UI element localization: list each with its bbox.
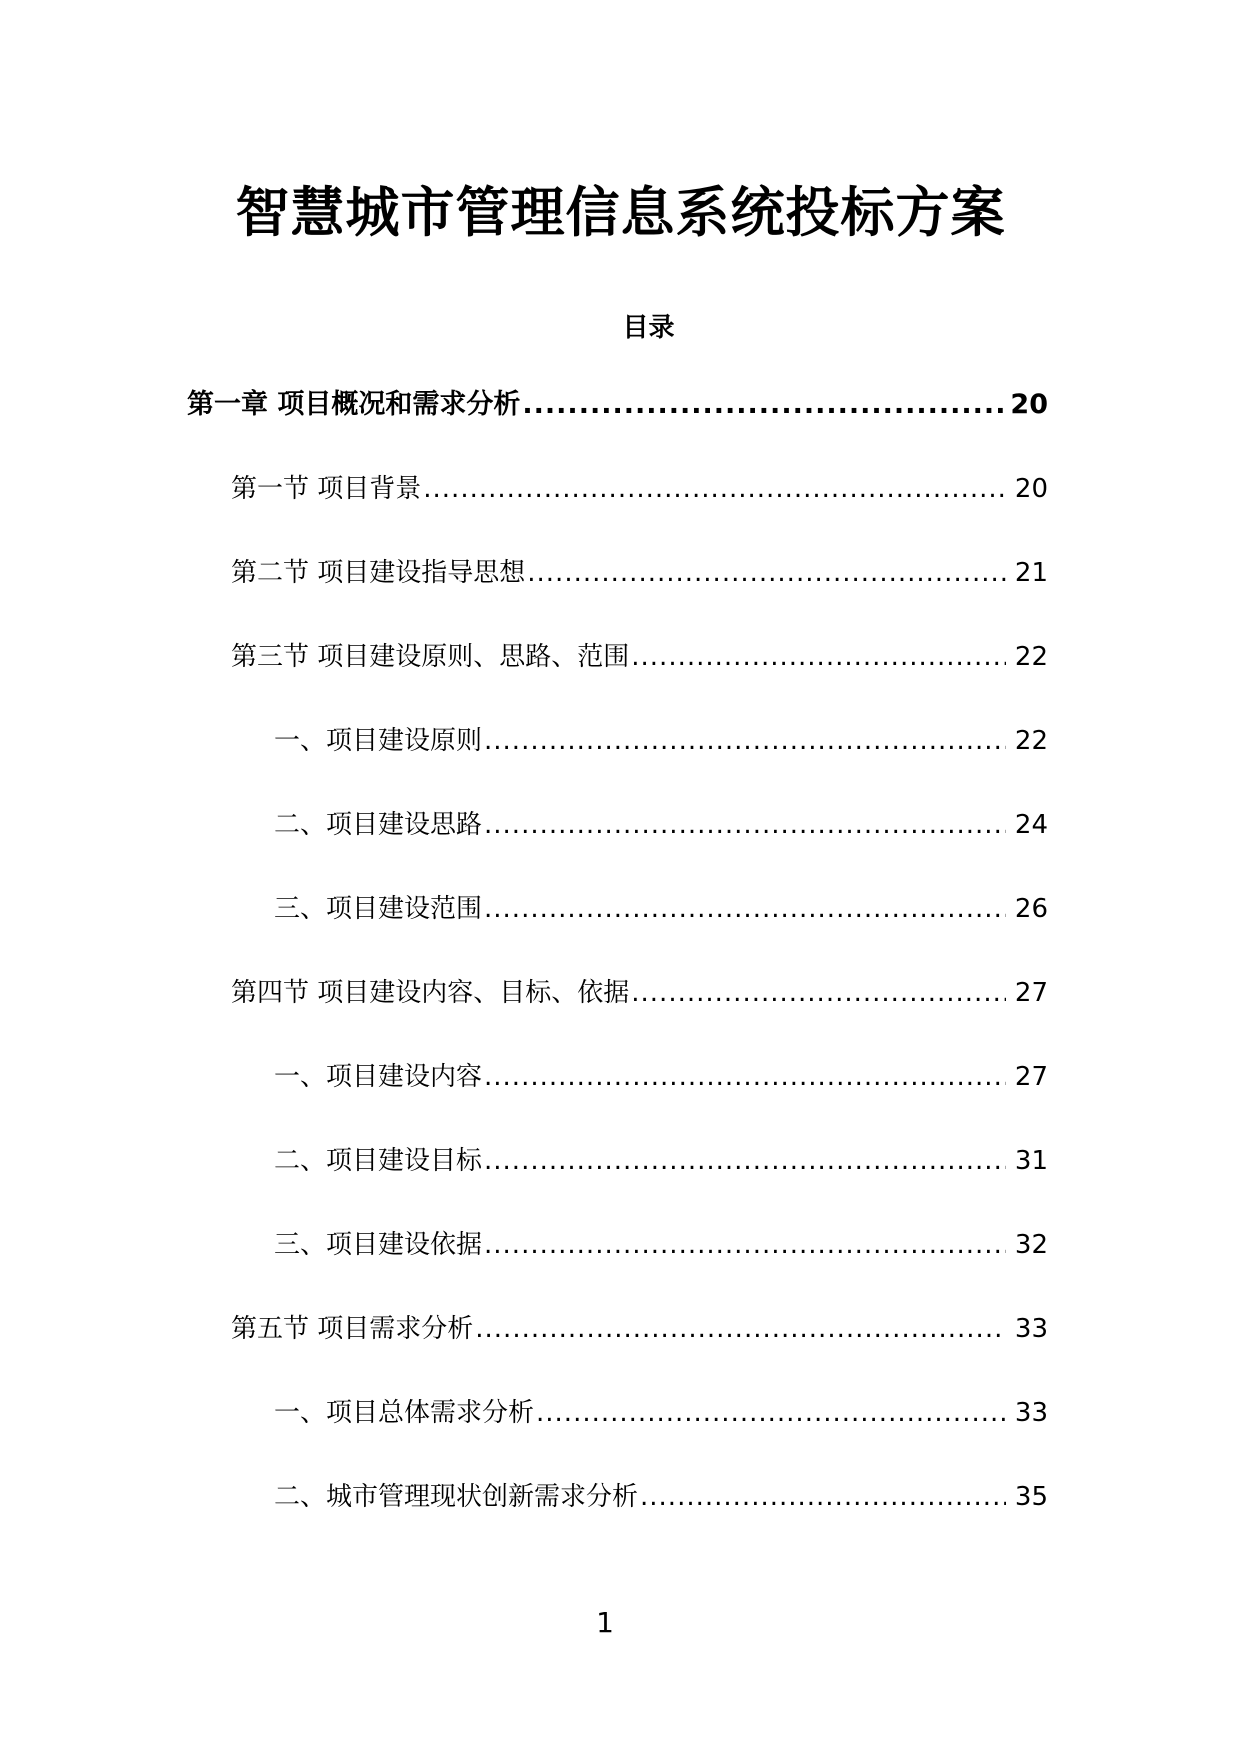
toc-entry-page: 27 xyxy=(1014,978,1048,1008)
toc-entry-label: 一、项目建设内容 xyxy=(274,1062,483,1092)
toc-entry[interactable] xyxy=(0,387,1241,471)
toc-entry[interactable] xyxy=(0,891,1241,975)
dot-leader xyxy=(629,975,1006,1011)
toc-entry-page: 20 xyxy=(1010,389,1048,420)
toc-heading: 目录 xyxy=(622,313,675,343)
dot-leader xyxy=(534,1395,1006,1431)
dot-leader xyxy=(473,1311,1006,1347)
dot-leader xyxy=(421,471,1006,507)
toc-entry-page: 33 xyxy=(1014,1398,1048,1428)
toc-entry[interactable] xyxy=(0,1395,1241,1479)
toc-entry-page: 20 xyxy=(1014,474,1048,504)
toc-entry-label: 第三节 项目建设原则、思路、范围 xyxy=(231,642,630,672)
toc-entry-label: 第五节 项目需求分析 xyxy=(231,1314,474,1344)
toc-entry-label: 三、项目建设范围 xyxy=(274,894,483,924)
toc-entry-page: 26 xyxy=(1014,894,1048,924)
toc-entry-page: 33 xyxy=(1014,1314,1048,1344)
toc-entry[interactable] xyxy=(0,1479,1241,1563)
toc-entry-page: 22 xyxy=(1014,726,1048,756)
dot-leader xyxy=(525,555,1006,591)
toc-entry-label: 三、项目建设依据 xyxy=(274,1230,483,1260)
dot-leader xyxy=(482,723,1006,759)
toc-entry[interactable] xyxy=(0,639,1241,723)
dot-leader xyxy=(482,807,1006,843)
toc-entry-label: 第一节 项目背景 xyxy=(231,474,422,504)
toc-entry[interactable] xyxy=(0,471,1241,555)
dot-leader xyxy=(482,1227,1006,1263)
toc-entry-label: 二、项目建设思路 xyxy=(274,810,483,840)
toc-entry-label: 第二节 项目建设指导思想 xyxy=(231,558,526,588)
dot-leader xyxy=(482,1059,1006,1095)
toc-entry-label: 第一章 项目概况和需求分析 xyxy=(187,389,521,420)
table-of-contents xyxy=(0,387,1241,1563)
toc-entry-page: 35 xyxy=(1014,1482,1048,1512)
toc-entry-label: 一、项目总体需求分析 xyxy=(274,1398,535,1428)
toc-entry[interactable] xyxy=(0,1059,1241,1143)
toc-entry[interactable] xyxy=(0,1227,1241,1311)
toc-entry[interactable] xyxy=(0,723,1241,807)
toc-entry[interactable] xyxy=(0,555,1241,639)
dot-leader xyxy=(520,387,1006,423)
dot-leader xyxy=(638,1479,1006,1515)
toc-entry-page: 22 xyxy=(1014,642,1048,672)
dot-leader xyxy=(629,639,1006,675)
toc-entry[interactable] xyxy=(0,1311,1241,1395)
toc-entry-label: 二、城市管理现状创新需求分析 xyxy=(274,1482,639,1512)
toc-entry[interactable] xyxy=(0,807,1241,891)
toc-entry-page: 31 xyxy=(1014,1146,1048,1176)
document-title: 智慧城市管理信息系统投标方案 xyxy=(235,181,1006,244)
dot-leader xyxy=(482,1143,1006,1179)
toc-entry-page: 32 xyxy=(1014,1230,1048,1260)
dot-leader xyxy=(482,891,1006,927)
toc-entry-page: 27 xyxy=(1014,1062,1048,1092)
toc-entry-label: 第四节 项目建设内容、目标、依据 xyxy=(231,978,630,1008)
page-number: 1 xyxy=(596,1606,614,1639)
toc-entry[interactable] xyxy=(0,975,1241,1059)
toc-entry-label: 一、项目建设原则 xyxy=(274,726,483,756)
toc-entry[interactable] xyxy=(0,1143,1241,1227)
toc-entry-page: 21 xyxy=(1014,558,1048,588)
toc-entry-label: 二、项目建设目标 xyxy=(274,1146,483,1176)
toc-entry-page: 24 xyxy=(1014,810,1048,840)
